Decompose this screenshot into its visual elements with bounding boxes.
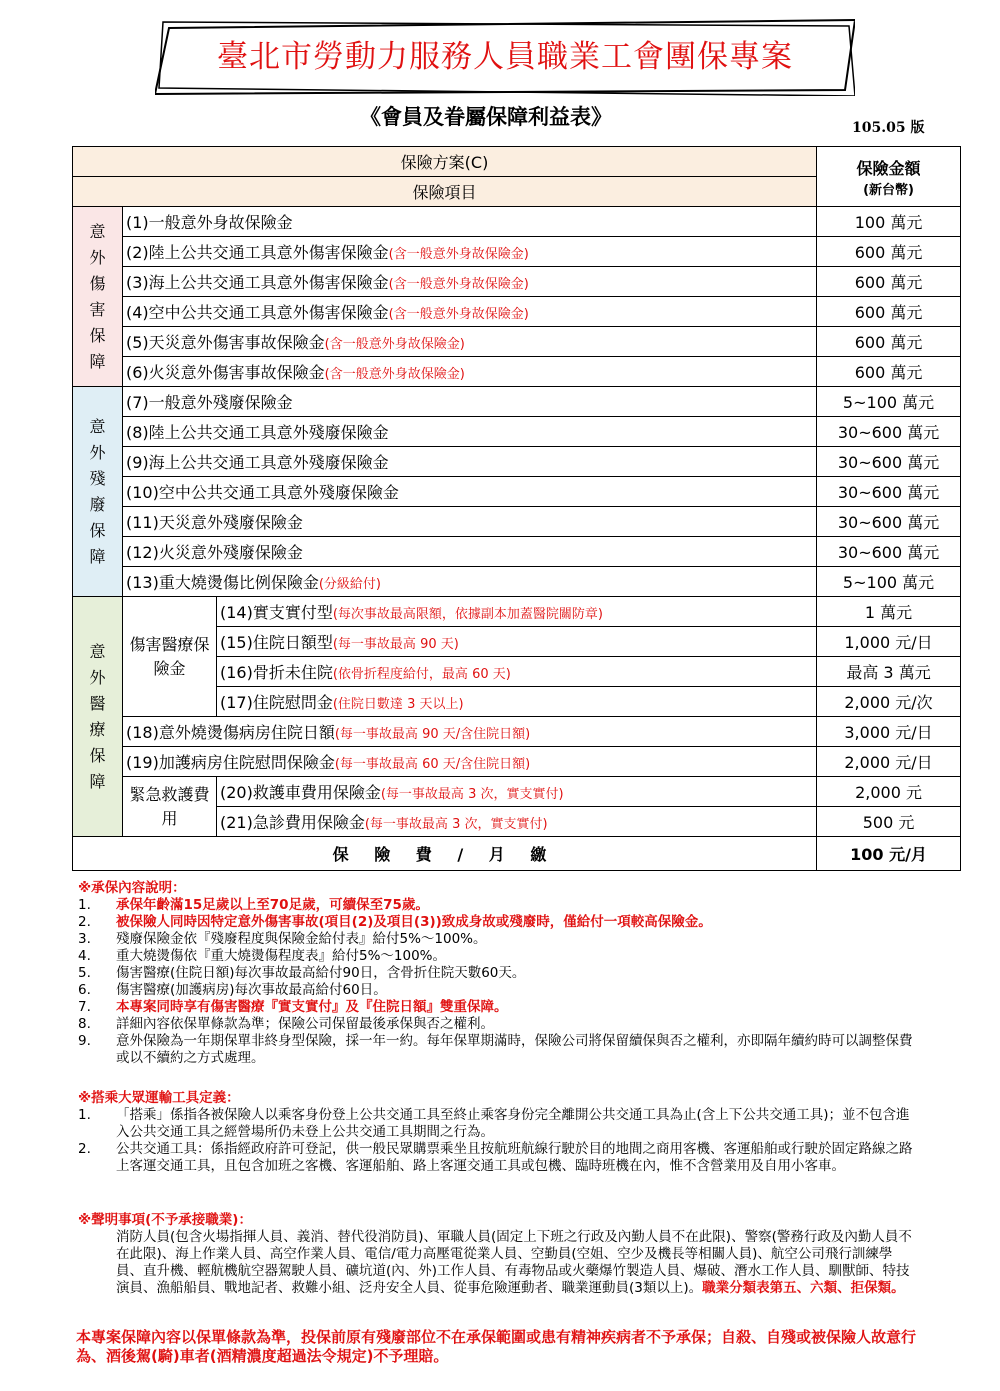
table-row-item: (6)火災意外傷害事故保險金(含一般意外身故保險金) bbox=[123, 357, 817, 387]
table-row-amount: 30~600 萬元 bbox=[817, 507, 961, 537]
table-row-amount: 2,000 元/日 bbox=[817, 747, 961, 777]
table-row-item: (7)一般意外殘廢保險金 bbox=[123, 387, 817, 417]
table-row-item: (5)天災意外傷害事故保險金(含一般意外身故保險金) bbox=[123, 327, 817, 357]
list-item: 5. 傷害醫療(住院日額)每次事故最高給付90日，含骨折住院天數60天。 bbox=[78, 965, 526, 981]
table-row-item: (3)海上公共交通工具意外傷害保險金(含一般意外身故保險金) bbox=[123, 267, 817, 297]
table-row-item: (21)急診費用保險金(每一事故最高 3 次，實支實付) bbox=[217, 807, 817, 837]
list-item: 1. 承保年齡滿15足歲以上至70足歲，可續保至75歲。 bbox=[78, 897, 429, 913]
list-item: 8. 詳細內容依保單條款為準；保險公司保留最後承保與否之權利。 bbox=[78, 1016, 494, 1032]
list-item: 4. 重大燒燙傷依『重大燒燙傷程度表』給付5%～100%。 bbox=[78, 948, 447, 964]
section-label-accident-medical: 意 外 醫 療 保 障 bbox=[73, 597, 123, 837]
table-row-item: (14)實支實付型(每次事故最高限額，依據副本加蓋醫院關防章) bbox=[217, 597, 817, 627]
table-row-amount: 30~600 萬元 bbox=[817, 417, 961, 447]
section-label-accident-injury: 意 外 傷 害 保 障 bbox=[73, 207, 123, 387]
table-row-amount: 2,000 元 bbox=[817, 777, 961, 807]
coverage-notes-heading: ※承保內容說明： bbox=[78, 880, 186, 896]
table-row-amount: 2,000 元/次 bbox=[817, 687, 961, 717]
list-item: 2. 公共交通工具：係指經政府許可登記，供一般民眾購票乘坐且按航班航線行駛於目的地間之商用客機、客運船舶或行駛於固定路線之路上客運交通工具，且包含加班之客機、客運船舶、路上客運交通工具或包機、臨時班機在內，惟不含營業用及自用小客車。 bbox=[78, 1141, 913, 1174]
section-label-accident-disability: 意 外 殘 廢 保 障 bbox=[73, 387, 123, 597]
list-item: 6. 傷害醫療(加護病房)每次事故最高給付60日。 bbox=[78, 982, 387, 998]
table-row-item: (8)陸上公共交通工具意外殘廢保險金 bbox=[123, 417, 817, 447]
final-statement: 本專案保障內容以保單條款為準，投保前原有殘廢部位不在承保範圍或患有精神疾病者不予承保；自殺、自殘或被保險人故意行為、酒後駕(騎)車者(酒精濃度超過法令規定)不予理賠。 bbox=[76, 1328, 917, 1365]
item-header: 保險項目 bbox=[73, 177, 817, 207]
subtitle: 《會員及眷屬保障利益表》 bbox=[360, 105, 612, 129]
premium-amount: 100 元/月 bbox=[817, 837, 961, 871]
table-row-item: (12)火災意外殘廢保險金 bbox=[123, 537, 817, 567]
table-row-item: (11)天災意外殘廢保險金 bbox=[123, 507, 817, 537]
table-row-item: (4)空中公共交通工具意外傷害保險金(含一般意外身故保險金) bbox=[123, 297, 817, 327]
table-row-amount: 1 萬元 bbox=[817, 597, 961, 627]
table-row-amount: 500 元 bbox=[817, 807, 961, 837]
list-item: 3. 殘廢保險金依『殘廢程度與保險金給付表』給付5%～100%。 bbox=[78, 931, 487, 947]
benefits-table bbox=[72, 146, 961, 871]
table-row-amount: 600 萬元 bbox=[817, 327, 961, 357]
table-row-item: (2)陸上公共交通工具意外傷害保險金(含一般意外身故保險金) bbox=[123, 237, 817, 267]
table-row-amount: 30~600 萬元 bbox=[817, 447, 961, 477]
table-row-item: (15)住院日額型(每一事故最高 90 天) bbox=[217, 627, 817, 657]
table-row-amount: 30~600 萬元 bbox=[817, 477, 961, 507]
transport-notes bbox=[78, 1090, 918, 1175]
table-row-amount: 30~600 萬元 bbox=[817, 537, 961, 567]
table-row-amount: 3,000 元/日 bbox=[817, 717, 961, 747]
table-row-amount: 100 萬元 bbox=[817, 207, 961, 237]
table-row-amount: 5~100 萬元 bbox=[817, 387, 961, 417]
table-row-item: (9)海上公共交通工具意外殘廢保險金 bbox=[123, 447, 817, 477]
list-item: 1. 「搭乘」係指各被保險人以乘客身份登上公共交通工具至終止乘客身份完全離開公共交通工具為止(含上下公共交通工具)；並不包含進入公共交通工具之經營場所仍未登上公共交通工具期間之行為。 bbox=[78, 1107, 910, 1140]
transport-notes-heading: ※搭乘大眾運輸工具定義： bbox=[78, 1090, 240, 1106]
plan-header: 保險方案(C) bbox=[73, 147, 817, 177]
table-row-item: (1)一般意外身故保險金 bbox=[123, 207, 817, 237]
declaration-heading: ※聲明事項(不予承接職業)： bbox=[78, 1212, 252, 1228]
table-row-amount: 600 萬元 bbox=[817, 297, 961, 327]
premium-label: 保 險 費 / 月 繳 bbox=[73, 837, 817, 871]
table-row-amount: 600 萬元 bbox=[817, 357, 961, 387]
table-row-item: (18)意外燒燙傷病房住院日額(每一事故最高 90 天/含住院日額) bbox=[123, 717, 817, 747]
page-title: 臺北市勞動力服務人員職業工會團保專案 bbox=[217, 39, 793, 75]
table-row-amount: 600 萬元 bbox=[817, 267, 961, 297]
table-row-item: (20)救護車費用保險金(每一事故最高 3 次，實支實付) bbox=[217, 777, 817, 807]
table-row-item: (19)加護病房住院慰問保險金(每一事故最高 60 天/含住院日額) bbox=[123, 747, 817, 777]
list-item: 7. 本專案同時享有傷害醫療『實支實付』及『住院日額』雙重保障。 bbox=[78, 999, 508, 1015]
subgroup-emergency: 緊急救護費用 bbox=[123, 777, 217, 837]
table-row-amount: 1,000 元/日 bbox=[817, 627, 961, 657]
version-label: 105.05 版 bbox=[852, 120, 925, 136]
amount-header: 保險金額 (新台幣) bbox=[817, 147, 961, 207]
table-row-item: (10)空中公共交通工具意外殘廢保險金 bbox=[123, 477, 817, 507]
table-row-item: (17)住院慰問金(住院日數達 3 天以上) bbox=[217, 687, 817, 717]
table-row-item: (16)骨折未住院(依骨折程度給付，最高 60 天) bbox=[217, 657, 817, 687]
subgroup-injury-medical: 傷害醫療保險金 bbox=[123, 597, 217, 717]
table-row-amount: 5~100 萬元 bbox=[817, 567, 961, 597]
list-item: 2. 被保險人同時因特定意外傷害事故(項目(2)及項目(3))致成身故或殘廢時，僅給付一項較高保險金。 bbox=[78, 914, 712, 930]
declaration-notes bbox=[78, 1212, 918, 1297]
list-item: 9. 意外保險為一年期保單非終身型保險，採一年一約。每年保單期滿時，保險公司將保留續保與否之權利，亦即隔年續約時可以調整保費或以不續約之方式處理。 bbox=[78, 1033, 913, 1066]
table-row-item: (13)重大燒燙傷比例保險金(分級給付) bbox=[123, 567, 817, 597]
title-banner bbox=[155, 18, 855, 96]
coverage-notes bbox=[78, 880, 918, 1067]
declaration-text: 消防人員(包含火場指揮人員、義消、替代役消防員)、軍職人員(固定上下班之行政及內勤人員不在此限)、警察(警務行政及內勤人員不在此限)、海上作業人員、高空作業人員、電信/電力高壓電從業人員、空勤員(空姐、空少及機長等相關人員)、航空公司飛行訓練學員、直升機、輕航機航空器駕駛人員、礦坑道(內、外)工作人員、有毒物品或火藥爆竹製造人員、爆破、潛水工作人員、馴獸師、特技演員、漁船船員、戰地記者、救難小組、泛舟安全人員、從事危險運動者、職業運動員(3類以上)。職業分類表第五、六類、拒保類。 bbox=[116, 1229, 912, 1296]
table-row-amount: 600 萬元 bbox=[817, 237, 961, 267]
table-row-amount: 最高 3 萬元 bbox=[817, 657, 961, 687]
